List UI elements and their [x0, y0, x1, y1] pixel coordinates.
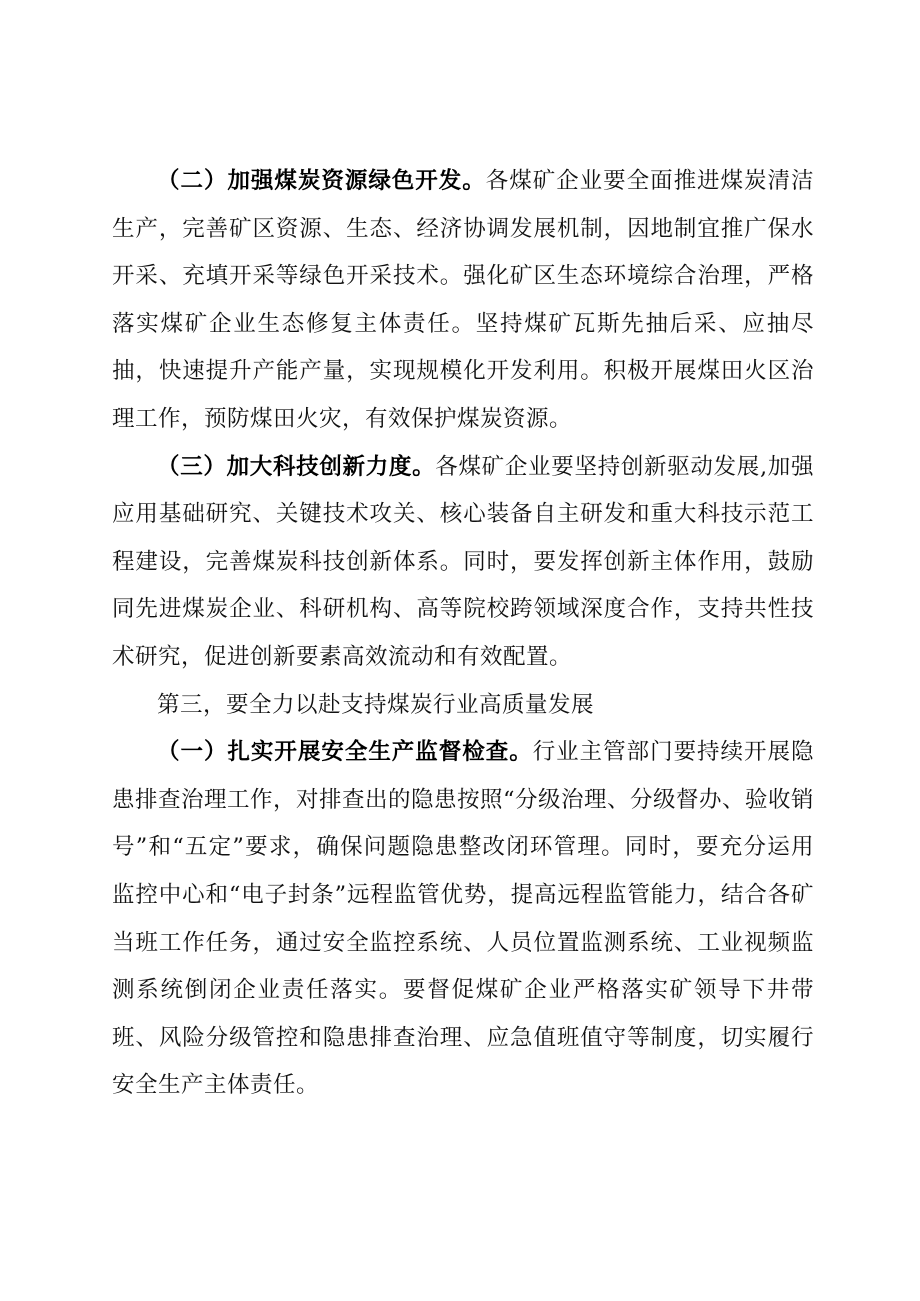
- paragraph-tech-innovation: [112, 444, 814, 682]
- paragraph-text: 行业主管部门要持续开展隐患排查治理工作，对排查出的隐患按照“分级治理、分级督办、验收销号”和“五定”要求，确保问题隐患整改闭环管理。同时，要充分运用监控中心和“电子封条”远程监管优势，提高远程监管能力，结合各矿当班工作任务，通过安全监控系统、人员位置监测系统、工业视频监测系统倒闭企业责任落实。要督促煤矿企业严格落实矿领导下井带班、风险分级管控和隐患排查治理、应急值班值守等制度，切实履行安全生产主体责任。: [112, 739, 815, 1099]
- paragraph-text: 各煤矿企业要全面推进煤炭清洁生产，完善矿区资源、生态、经济协调发展机制，因地制宜推广保水开采、充填开采等绿色开采技术。强化矿区生态环境综合治理，严格落实煤矿企业生态修复主体责任。坚持煤矿瓦斯先抽后采、应抽尽抽，快速提升产能产量，实现规模化开发利用。积极开展煤田火区治理工作，预防煤田火灾，有效保护煤炭资源。: [112, 168, 814, 432]
- paragraph-lead: （三）加大科技创新力度。: [157, 453, 436, 480]
- paragraph-lead: （二）加强煤炭资源绿色开发。: [157, 168, 486, 194]
- paragraph-lead: （一）扎实开展安全生产监督检查。: [157, 739, 533, 766]
- paragraph-green-development: [112, 158, 814, 444]
- paragraph-safety-supervision: [112, 729, 814, 1110]
- document-body: [112, 158, 814, 1110]
- section-heading: 第三，要全力以赴支持煤炭行业高质量发展: [157, 691, 595, 718]
- paragraph-text: 各煤矿企业要坚持创新驱动发展,加强应用基础研究、关键技术攻关、核心装备自主研发和重大科技示范工程建设，完善煤炭科技创新体系。同时，要发挥创新主体作用，鼓励同先进煤炭企业、科研机构、高等院校跨领域深度合作，支持共性技术研究，促进创新要素高效流动和有效配置。: [112, 453, 814, 670]
